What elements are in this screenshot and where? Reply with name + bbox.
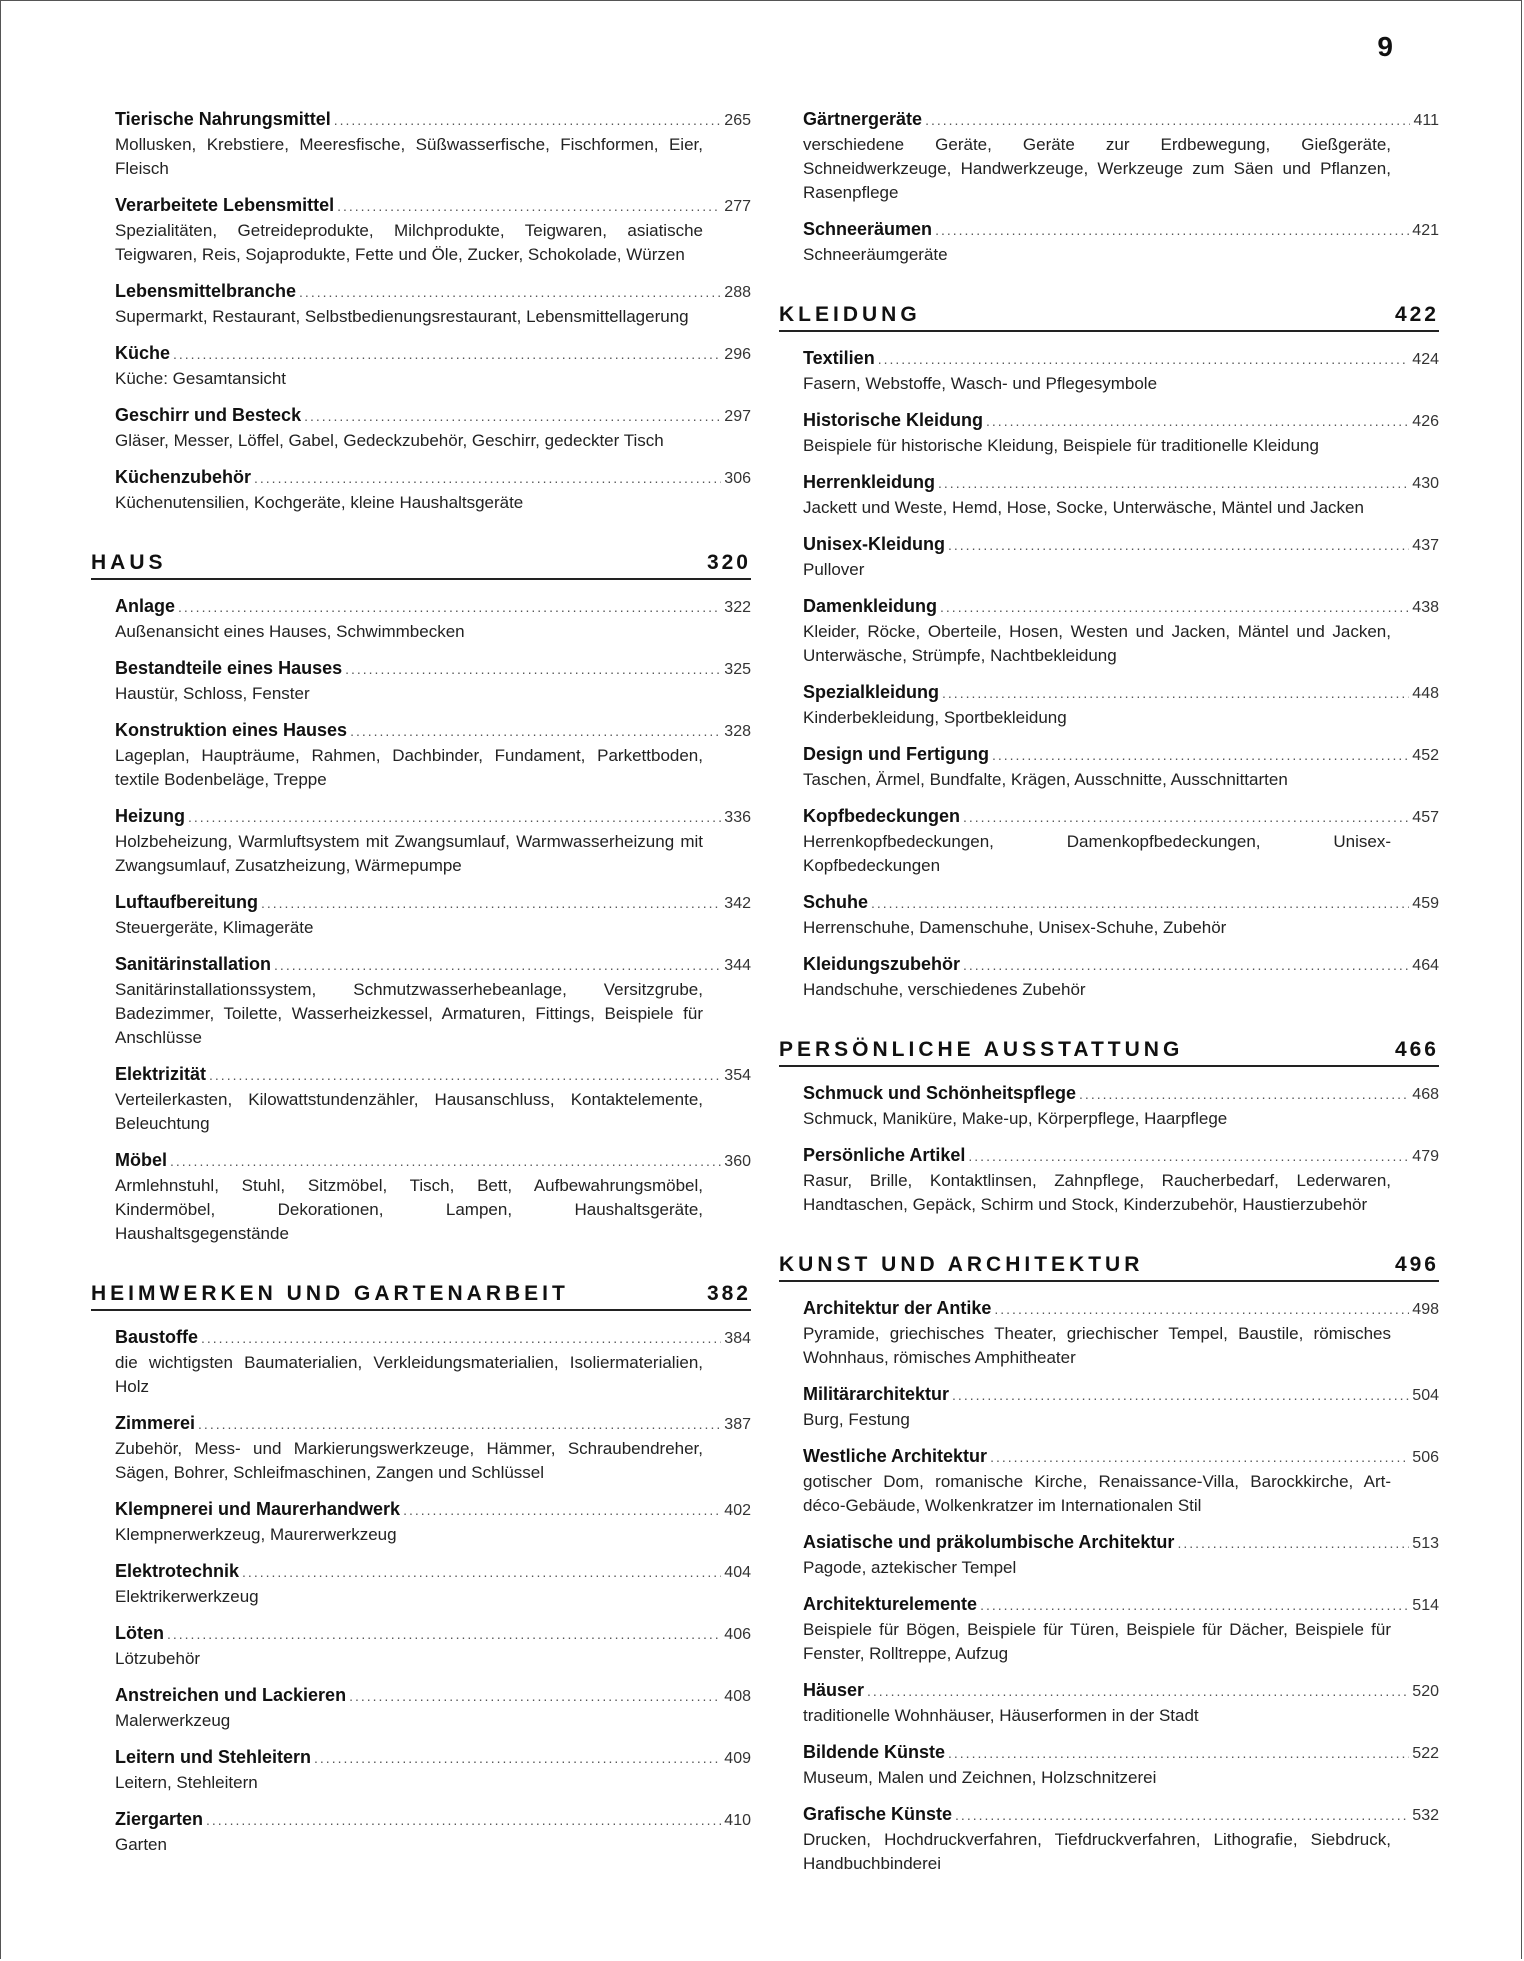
entry-heading-line [115,1497,751,1523]
entry-description: Kleider, Röcke, Oberteile, Hosen, Westen und Jacken, Mäntel und Jacken, Unterwäsche, Strümpfe, Nachtbekleidung [803,622,1391,665]
entry-page-number: 522 [1412,1745,1439,1762]
entry-description: Armlehnstuhl, Stuhl, Sitzmöbel, Tisch, Bett, Aufbewahrungsmöbel, Kindermöbel, Dekorationen, Lampen, Haushaltsgeräte, Haushaltsgegenstände [115,1176,703,1243]
dot-leader [968,1144,1409,1168]
toc-entry [115,718,751,792]
toc-entry [115,656,751,706]
toc-entry [803,1740,1439,1790]
entry-description: Zubehör, Mess- und Markierungswerkzeuge, Hämmer, Schraubendreher, Sägen, Bohrer, Schleifmaschinen, Zangen und Schlüssel [115,1439,703,1482]
dot-leader [948,533,1409,557]
dot-leader [242,1560,721,1584]
toc-entry [115,890,751,940]
dot-leader [403,1498,721,1522]
toc-entry [803,408,1439,458]
entry-page-number: 438 [1412,599,1439,616]
section-page-number: 466 [1394,1038,1439,1061]
dot-leader [963,805,1409,829]
entry-heading-line [115,1062,751,1088]
entry-page-number: 336 [724,809,751,826]
entry-heading-line [115,1807,751,1833]
entry-heading-line [115,804,751,830]
entry-heading-line [115,193,751,219]
entry-description: Haustür, Schloss, Fenster [115,684,310,703]
toc-entry [803,742,1439,792]
entry-page-number: 464 [1412,957,1439,974]
entry-heading-line [803,346,1439,372]
entry-description: Malerwerkzeug [115,1711,231,1730]
entry-description: Supermarkt, Restaurant, Selbstbedienungsrestaurant, Lebensmittellagerung [115,307,689,326]
entry-description: Handschuhe, verschiedenes Zubehör [803,980,1086,999]
entry-page-number: 404 [724,1564,751,1581]
dot-leader [188,805,721,829]
entry-list [779,107,1439,267]
entry-heading-line [803,1081,1439,1107]
toc-entry [803,804,1439,878]
entry-page-number: 421 [1412,222,1439,239]
entry-description: Beispiele für Bögen, Beispiele für Türen, Beispiele für Dächer, Beispiele für Fenster, Rolltreppe, Aufzug [803,1620,1391,1663]
entry-description: Herrenkopfbedeckungen, Damenkopfbedeckungen, Unisex-Kopfbedeckungen [803,832,1391,875]
dot-leader [254,466,721,490]
section-title: KUNST UND ARCHITEKTUR [779,1253,1144,1276]
entry-description: Gläser, Messer, Löffel, Gabel, Gedeckzubehör, Geschirr, gedeckter Tisch [115,431,664,450]
entry-page-number: 354 [724,1067,751,1084]
entry-page-number: 457 [1412,809,1439,826]
entry-description: die wichtigsten Baumaterialien, Verkleidungsmaterialien, Isoliermaterialien, Holz [115,1353,703,1396]
entry-heading-line [115,890,751,916]
entry-description: Rasur, Brille, Kontaktlinsen, Zahnpflege, Raucherbedarf, Lederwaren, Handtaschen, Gepäck, Schirm und Stock, Kinderzubehör, Haustierzubehör [803,1171,1391,1214]
section-title: PERSÖNLICHE AUSSTATTUNG [779,1038,1184,1061]
entry-title: Persönliche Artikel [803,1145,966,1165]
dot-leader [980,1593,1409,1617]
dot-leader [935,218,1409,242]
section-header [779,1253,1439,1282]
entry-title: Zimmerei [115,1413,196,1433]
entry-title: Asiatische und präkolumbische Architektur [803,1532,1175,1552]
entry-title: Kopfbedeckungen [803,806,961,826]
entry-heading-line [803,1740,1439,1766]
entry-description: Herrenschuhe, Damenschuhe, Unisex-Schuhe, Zubehör [803,918,1227,937]
entry-page-number: 297 [724,408,751,425]
toc-entry [115,465,751,515]
dot-leader [942,681,1409,705]
entry-list [779,1081,1439,1217]
entry-title: Lebensmittelbranche [115,281,297,301]
section-page-number: 422 [1394,303,1439,326]
entry-description: traditionelle Wohnhäuser, Häuserformen in der Stadt [803,1706,1199,1725]
entry-description: Pullover [803,560,865,579]
entry-page-number: 448 [1412,685,1439,702]
toc-section-heimwerken-und-gartenarbeit [91,1282,751,1857]
entry-title: Schmuck und Schönheitspflege [803,1083,1077,1103]
entry-heading-line [803,594,1439,620]
entry-title: Design und Fertigung [803,744,989,764]
entry-heading-line [803,1802,1439,1828]
section-page-number: 320 [706,551,751,574]
entry-description: Fasern, Webstoffe, Wasch- und Pflegesymbole [803,374,1158,393]
entry-title: Gärtnergeräte [803,109,923,129]
entry-heading-line [803,1444,1439,1470]
entry-title: Historische Kleidung [803,410,984,430]
toc-entry [115,1621,751,1671]
entry-list [91,594,751,1246]
entry-title: Sanitärinstallation [115,954,272,974]
toc-entry [803,470,1439,520]
dot-leader [948,1741,1409,1765]
toc-entry [115,1807,751,1857]
entry-list [779,1296,1439,1876]
entry-page-number: 325 [724,661,751,678]
entry-description: Leitern, Stehleitern [115,1773,258,1792]
entry-description: Schneeräumgeräte [803,245,948,264]
toc-entry [115,1062,751,1136]
entry-page-number: 306 [724,470,751,487]
section-header [779,1038,1439,1067]
entry-description: Schmuck, Maniküre, Make-up, Körperpflege, Haarpflege [803,1109,1228,1128]
entry-heading-line [115,1325,751,1351]
dot-leader [198,1412,721,1436]
entry-heading-line [803,470,1439,496]
entry-page-number: 344 [724,957,751,974]
entry-title: Möbel [115,1150,167,1170]
entry-heading-line [803,107,1439,133]
entry-page-number: 328 [724,723,751,740]
dot-leader [1177,1531,1409,1555]
toc-entry [115,193,751,267]
entry-heading-line [803,1678,1439,1704]
toc-entry [115,952,751,1050]
toc-section-kunst-und-architektur [779,1253,1439,1876]
toc-entry [803,1081,1439,1131]
entry-title: Verarbeitete Lebensmittel [115,195,335,215]
dot-leader [349,1684,721,1708]
toc-entry [115,107,751,181]
section-title: KLEIDUNG [779,303,921,326]
toc-entry [115,1559,751,1609]
entry-page-number: 430 [1412,475,1439,492]
entry-heading-line [803,217,1439,243]
dot-leader [871,891,1409,915]
entry-description: Museum, Malen und Zeichnen, Holzschnitzerei [803,1768,1157,1787]
entry-description: Steuergeräte, Klimageräte [115,918,314,937]
entry-description: Beispiele für historische Kleidung, Beispiele für traditionelle Kleidung [803,436,1319,455]
toc-entry [803,594,1439,668]
toc-entry [115,594,751,644]
entry-heading-line [115,594,751,620]
entry-page-number: 506 [1412,1449,1439,1466]
toc-entry [115,1683,751,1733]
toc-entry [803,107,1439,205]
entry-description: Taschen, Ärmel, Bundfalte, Krägen, Ausschnitte, Ausschnittarten [803,770,1288,789]
entry-page-number: 498 [1412,1301,1439,1318]
dot-leader [952,1383,1409,1407]
entry-title: Bildende Künste [803,1742,946,1762]
entry-page-number: 342 [724,895,751,912]
entry-title: Leitern und Stehleitern [115,1747,312,1767]
entry-list [779,346,1439,1002]
entry-title: Küchenzubehör [115,467,252,487]
dot-leader [261,891,721,915]
toc-entry [803,1296,1439,1370]
entry-title: Westliche Architektur [803,1446,988,1466]
toc-entry [803,1382,1439,1432]
entry-title: Tierische Nahrungsmittel [115,109,331,129]
toc-section-kleidung [779,303,1439,1002]
entry-page-number: 384 [724,1330,751,1347]
dot-leader [1079,1082,1409,1106]
toc-entry [803,890,1439,940]
entry-page-number: 479 [1412,1148,1439,1165]
section-title: HAUS [91,551,167,574]
entry-description: Pagode, aztekischer Tempel [803,1558,1017,1577]
dot-leader [878,347,1410,371]
entry-title: Textilien [803,348,875,368]
entry-description: Kinderbekleidung, Sportbekleidung [803,708,1067,727]
entry-heading-line [803,408,1439,434]
dot-leader [963,953,1409,977]
entry-heading-line [115,341,751,367]
entry-title: Grafische Künste [803,1804,953,1824]
toc-entry [115,403,751,453]
entry-title: Geschirr und Besteck [115,405,302,425]
entry-heading-line [115,952,751,978]
dot-leader [940,595,1409,619]
dot-leader [314,1746,721,1770]
entry-title: Militärarchitektur [803,1384,950,1404]
entry-page-number: 520 [1412,1683,1439,1700]
entry-title: Unisex-Kleidung [803,534,946,554]
dot-leader [986,409,1409,433]
entry-page-number: 513 [1412,1535,1439,1552]
section-header [91,1282,751,1311]
toc-entry [803,1592,1439,1666]
entry-list [91,107,751,515]
entry-description: verschiedene Geräte, Geräte zur Erdbewegung, Gießgeräte, Schneidwerkzeuge, Handwerkzeuge, Werkzeuge zum Säen und Pflanzen, Rasenpflege [803,135,1391,202]
toc-entry [115,1745,751,1795]
entry-description: Lageplan, Haupträume, Rahmen, Dachbinder, Fundament, Parkettboden, textile Bodenbeläge, Treppe [115,746,703,789]
toc-entry [115,341,751,391]
dot-leader [350,719,721,743]
entry-title: Elektrizität [115,1064,207,1084]
entry-description: Außenansicht eines Hauses, Schwimmbecken [115,622,465,641]
dot-leader [925,108,1410,132]
dot-leader [299,280,721,304]
entry-heading-line [803,1530,1439,1556]
entry-page-number: 387 [724,1416,751,1433]
entry-description: Mollusken, Krebstiere, Meeresfische, Süßwasserfische, Fischformen, Eier, Fleisch [115,135,703,178]
entry-title: Ziergarten [115,1809,204,1829]
entry-page-number: 277 [724,198,751,215]
toc-entry [803,1678,1439,1728]
dot-leader [206,1808,721,1832]
entry-page-number: 288 [724,284,751,301]
entry-heading-line [803,952,1439,978]
entry-title: Architektur der Antike [803,1298,992,1318]
entry-description: Spezialitäten, Getreideprodukte, Milchprodukte, Teigwaren, asiatische Teigwaren, Reis, Sojaprodukte, Fette und Öle, Zucker, Schokolade, Würzen [115,221,703,264]
entry-heading-line [115,718,751,744]
entry-title: Damenkleidung [803,596,938,616]
entry-title: Bestandteile eines Hauses [115,658,343,678]
entry-heading-line [803,804,1439,830]
entry-page-number: 360 [724,1153,751,1170]
toc-entry [115,1497,751,1547]
entry-title: Häuser [803,1680,865,1700]
dot-leader [337,194,721,218]
entry-title: Anlage [115,596,176,616]
section-header [91,551,751,580]
entry-description: gotischer Dom, romanische Kirche, Renaissance-Villa, Barockkirche, Art-déco-Gebäude, Wolkenkratzer im Internationalen Stil [803,1472,1391,1515]
entry-title: Schneeräumen [803,219,933,239]
dot-leader [994,1297,1409,1321]
left-column [91,107,751,1869]
entry-heading-line [115,1621,751,1647]
entry-title: Architekturelemente [803,1594,978,1614]
dot-leader [178,595,721,619]
entry-page-number: 504 [1412,1387,1439,1404]
section-title: HEIMWERKEN UND GARTENARBEIT [91,1282,569,1305]
entry-description: Holzbeheizung, Warmluftsystem mit Zwangsumlauf, Warmwasserheizung mit Zwangsumlauf, Zusatzheizung, Wärmepumpe [115,832,703,875]
entry-description: Küchenutensilien, Kochgeräte, kleine Haushaltsgeräte [115,493,524,512]
entry-title: Heizung [115,806,185,826]
dot-leader [274,953,721,977]
entry-page-number: 459 [1412,895,1439,912]
entry-description: Garten [115,1835,167,1854]
entry-description: Lötzubehör [115,1649,201,1668]
toc-entry [803,1802,1439,1876]
page-number: 9 [1377,31,1393,62]
entry-title: Schuhe [803,892,869,912]
entry-page-number: 424 [1412,351,1439,368]
entry-page-number: 265 [724,112,751,129]
entry-heading-line [115,1411,751,1437]
toc-entry [115,804,751,878]
entry-heading-line [115,107,751,133]
entry-page-number: 322 [724,599,751,616]
toc-section-haus [91,551,751,1246]
entry-page-number: 409 [724,1750,751,1767]
toc-section-continued [779,107,1439,267]
entry-heading-line [115,1148,751,1174]
entry-description: Küche: Gesamtansicht [115,369,287,388]
entry-heading-line [803,742,1439,768]
entry-page-number: 532 [1412,1807,1439,1824]
entry-page-number: 452 [1412,747,1439,764]
entry-description: Burg, Festung [803,1410,910,1429]
entry-page-number: 411 [1413,112,1439,129]
entry-title: Luftaufbereitung [115,892,258,912]
entry-title: Baustoffe [115,1327,199,1347]
toc-entry [803,1143,1439,1217]
toc-section-continued [91,107,751,515]
entry-description: Pyramide, griechisches Theater, griechischer Tempel, Baustile, römisches Wohnhaus, römisches Amphitheater [803,1324,1391,1367]
entry-description: Sanitärinstallationssystem, Schmutzwasserhebeanlage, Versitzgrube, Badezimmer, Toilette, Wasserheizkessel, Armaturen, Fittings, Beispiele für Anschlüsse [115,980,703,1047]
entry-title: Elektrotechnik [115,1561,240,1581]
toc-entry [803,680,1439,730]
entry-description: Drucken, Hochdruckverfahren, Tiefdruckverfahren, Lithografie, Siebdruck, Handbuchbinderei [803,1830,1391,1873]
dot-leader [992,743,1409,767]
entry-list [91,1325,751,1857]
entry-heading-line [115,656,751,682]
toc-entry [115,279,751,329]
entry-title: Küche [115,343,171,363]
dot-leader [955,1803,1409,1827]
entry-heading-line [115,1559,751,1585]
dot-leader [334,108,722,132]
entry-heading-line [803,1592,1439,1618]
entry-title: Kleidungszubehör [803,954,960,974]
dot-leader [167,1622,721,1646]
toc-entry [115,1148,751,1246]
entry-title: Spezialkleidung [803,682,940,702]
toc-section-persoenliche-ausstattung [779,1038,1439,1217]
section-page-number: 382 [706,1282,751,1305]
dot-leader [173,342,721,366]
entry-page-number: 296 [724,346,751,363]
entry-page-number: 408 [724,1688,751,1705]
entry-page-number: 468 [1412,1086,1439,1103]
entry-description: Jackett und Weste, Hemd, Hose, Socke, Unterwäsche, Mäntel und Jacken [803,498,1364,517]
section-page-number: 496 [1394,1253,1439,1276]
entry-heading-line [115,1683,751,1709]
entry-page-number: 410 [724,1812,751,1829]
toc-entry [115,1325,751,1399]
toc-entry [803,532,1439,582]
entry-description: Klempnerwerkzeug, Maurerwerkzeug [115,1525,397,1544]
entry-heading-line [803,1143,1439,1169]
dot-leader [990,1445,1409,1469]
toc-entry [803,1444,1439,1518]
dot-leader [867,1679,1409,1703]
toc-entry [803,217,1439,267]
dot-leader [345,657,721,681]
entry-title: Klempnerei und Maurerhandwerk [115,1499,401,1519]
entry-page-number: 426 [1412,413,1439,430]
entry-description: Verteilerkasten, Kilowattstundenzähler, Hausanschluss, Kontaktelemente, Beleuchtung [115,1090,703,1133]
toc-entry [115,1411,751,1485]
toc-entry [803,952,1439,1002]
dot-leader [201,1326,721,1350]
dot-leader [304,404,721,428]
section-header [779,303,1439,332]
right-column [779,107,1439,1888]
toc-entry [803,346,1439,396]
entry-heading-line [115,403,751,429]
entry-page-number: 437 [1412,537,1439,554]
entry-heading-line [115,465,751,491]
entry-description: Elektrikerwerkzeug [115,1587,259,1606]
entry-heading-line [115,1745,751,1771]
entry-title: Anstreichen und Lackieren [115,1685,347,1705]
dot-leader [938,471,1409,495]
entry-title: Konstruktion eines Hauses [115,720,348,740]
entry-heading-line [803,890,1439,916]
dot-leader [209,1063,721,1087]
entry-heading-line [803,532,1439,558]
entry-page-number: 514 [1412,1597,1439,1614]
entry-heading-line [803,1382,1439,1408]
entry-heading-line [803,680,1439,706]
entry-page-number: 406 [724,1626,751,1643]
entry-title: Herrenkleidung [803,472,936,492]
entry-title: Löten [115,1623,164,1643]
entry-heading-line [803,1296,1439,1322]
dot-leader [170,1149,721,1173]
entry-page-number: 402 [724,1502,751,1519]
entry-heading-line [115,279,751,305]
toc-entry [803,1530,1439,1580]
